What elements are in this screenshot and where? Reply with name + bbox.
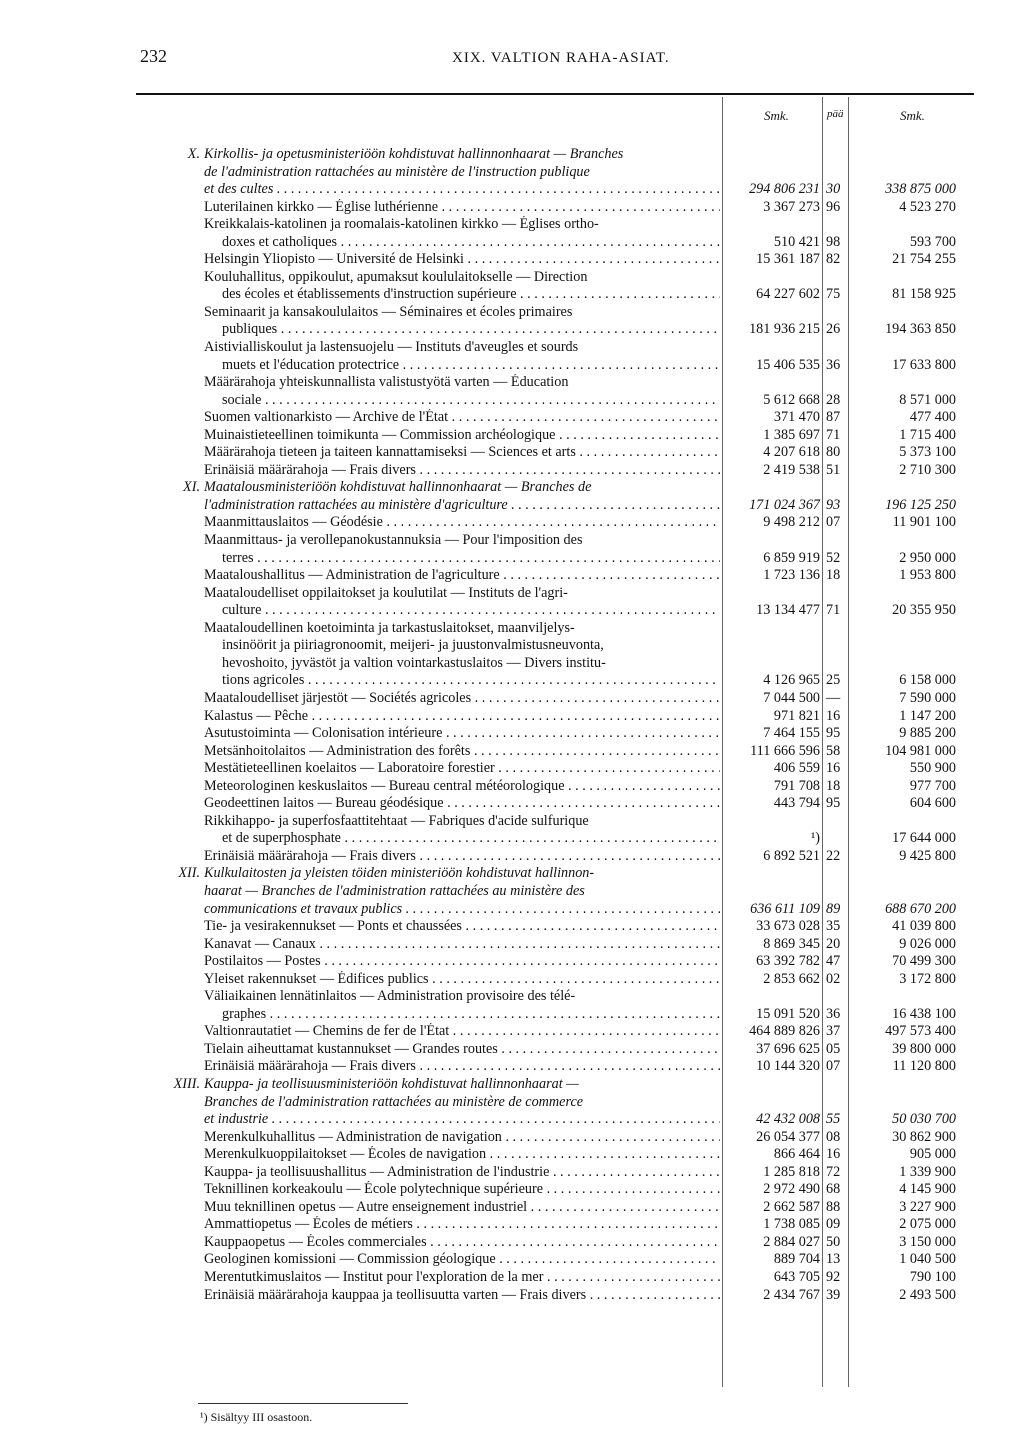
budget-markka: 21 754 255 — [892, 251, 956, 268]
table-row — [0, 1129, 1024, 1147]
table-row — [0, 444, 1024, 462]
budget-markka: 39 800 000 — [892, 1040, 956, 1057]
budget-markka: 30 862 900 — [892, 1128, 956, 1145]
budget-markka: 3 227 900 — [899, 1198, 956, 1215]
table-row — [0, 1234, 1024, 1252]
row-label: muets et l'éducation protectrice . . . — [222, 357, 720, 375]
row-label: Tie- ja vesirakennukset — Ponts et chaussées . . . — [204, 918, 720, 936]
table-row — [0, 164, 1024, 182]
table-row — [0, 427, 1024, 445]
budget-markka: 977 700 — [909, 777, 956, 794]
budget-markka: 17 633 800 — [892, 356, 956, 373]
table-row — [0, 690, 1024, 708]
actual-penni: 20 — [826, 935, 841, 952]
row-label: Muu teknillinen opetus — Autre enseignement industriel . . . — [204, 1199, 720, 1217]
footnote: ¹) Sisältyy III osastoon. — [200, 1410, 313, 1424]
budget-markka: 194 363 850 — [885, 321, 956, 338]
actual-markka: 42 432 008 — [756, 1111, 820, 1128]
actual-penni: 72 — [826, 1163, 841, 1180]
budget-markka: 2 710 300 — [899, 461, 956, 478]
actual-penni: 28 — [826, 391, 841, 408]
budget-markka: 9 026 000 — [899, 935, 956, 952]
budget-markka: 1 147 200 — [899, 707, 956, 724]
budget-markka: 1 040 500 — [899, 1251, 956, 1268]
row-label: de l'administration rattachées au ministère de l'instruction publique — [204, 163, 590, 180]
row-label: Mestätieteellinen koelaitos — Laboratoire forestier . . . — [204, 760, 720, 778]
page-header — [0, 46, 1024, 76]
table-row — [0, 462, 1024, 480]
row-label: Rikkihappo- ja superfosfaattitehtaat — Fabriques d'acide sulfurique — [204, 812, 589, 829]
actual-markka: 4 126 965 — [763, 672, 820, 689]
actual-markka: 5 612 668 — [763, 391, 820, 408]
budget-markka: 338 875 000 — [885, 181, 956, 198]
actual-penni: 88 — [826, 1198, 841, 1215]
actual-penni: 36 — [826, 1005, 841, 1022]
budget-markka: 70 499 300 — [892, 953, 956, 970]
actual-penni: 16 — [826, 1146, 841, 1163]
budget-markka: 497 573 400 — [885, 1023, 956, 1040]
actual-penni: 18 — [826, 777, 841, 794]
row-label: Tielain aiheuttamat kustannukset — Grandes routes . . . — [204, 1041, 720, 1059]
row-label: Metsänhoitolaitos — Administration des forêts . . . — [204, 743, 720, 761]
row-label: Määrärahoja tieteen ja taiteen kannattamiseksi — Sciences et arts . . . — [204, 444, 720, 462]
table-row — [0, 971, 1024, 989]
row-label: Määrärahoja yhteiskunnallista valistustyötä varten — Éducation — [204, 374, 569, 391]
budget-markka: 593 700 — [909, 233, 956, 250]
row-label: Aistivialliskoulut ja lastensuojelu — Instituts d'aveugles et sourds — [204, 339, 579, 356]
row-label: Maanmittauslaitos — Géodésie . . . — [204, 514, 720, 532]
row-label: Maataloushallitus — Administration de l'agriculture . . . — [204, 567, 720, 585]
table-row — [0, 725, 1024, 743]
actual-markka: 6 892 521 — [763, 847, 820, 864]
row-label: hevoshoito, jyvästöt ja valtion vointarkastuslaitos — Divers institu- — [222, 654, 606, 671]
actual-markka: 1 285 818 — [763, 1163, 820, 1180]
table-row — [0, 743, 1024, 761]
table-row — [0, 953, 1024, 971]
row-label: Meteorologinen keskuslaitos — Bureau central météorologique . . . — [204, 778, 720, 796]
actual-markka: 2 884 027 — [763, 1233, 820, 1250]
table-row — [0, 1216, 1024, 1234]
column-header-penni: pää — [827, 108, 844, 120]
table-row — [0, 251, 1024, 269]
table-row — [0, 1269, 1024, 1287]
budget-markka: 3 150 000 — [899, 1233, 956, 1250]
row-label: publiques . . . — [222, 321, 720, 339]
actual-penni: 82 — [826, 251, 841, 268]
actual-markka: 2 662 587 — [763, 1198, 820, 1215]
actual-markka: 6 859 919 — [763, 549, 820, 566]
row-label: Erinäisiä määrärahoja — Frais divers . . . — [204, 1058, 720, 1076]
actual-markka: 13 134 477 — [756, 602, 820, 619]
budget-markka: 17 644 000 — [892, 830, 956, 847]
budget-markka: 1 339 900 — [899, 1163, 956, 1180]
actual-markka: 2 419 538 — [763, 461, 820, 478]
actual-markka: 8 869 345 — [763, 935, 820, 952]
table-row — [0, 567, 1024, 585]
table-row — [0, 269, 1024, 287]
table-row — [0, 1058, 1024, 1076]
budget-markka: 9 885 200 — [899, 725, 956, 742]
actual-penni: 36 — [826, 356, 841, 373]
table-row — [0, 1076, 1024, 1094]
row-label: doxes et catholiques . . . — [222, 234, 720, 252]
budget-markka: 196 125 250 — [885, 496, 956, 513]
table-row — [0, 1164, 1024, 1182]
table-row — [0, 409, 1024, 427]
actual-markka: 111 666 596 — [750, 742, 820, 759]
row-label: insinöörit ja piiriagronoomit, meijeri- ja juustonvalmistusneuvonta, — [222, 637, 604, 654]
table-row — [0, 1199, 1024, 1217]
budget-markka: 790 100 — [909, 1269, 956, 1285]
actual-markka: 37 696 625 — [756, 1040, 820, 1057]
table-row — [0, 620, 1024, 638]
row-label: Helsingin Yliopisto — Université de Helsinki . . . — [204, 251, 720, 269]
actual-markka: 2 972 490 — [763, 1181, 820, 1198]
table-row — [0, 1041, 1024, 1059]
table-row — [0, 883, 1024, 901]
budget-markka: 11 901 100 — [892, 514, 956, 531]
row-label: Maatalousministeriöön kohdistuvat hallinnonhaarat — Branches de — [204, 479, 592, 496]
budget-markka: 550 900 — [909, 760, 956, 777]
table-row — [0, 532, 1024, 550]
row-label: Branches de l'administration rattachées au ministère de commerce — [204, 1093, 584, 1110]
footnote-rule — [198, 1403, 408, 1404]
row-label: Suomen valtionarkisto — Archive de l'État . . . — [204, 409, 720, 427]
running-title: XIX. VALTION RAHA-ASIAT. — [452, 50, 670, 66]
actual-markka: 15 406 535 — [756, 356, 820, 373]
budget-markka: 7 590 000 — [899, 689, 956, 706]
actual-penni: 09 — [826, 1216, 841, 1233]
table-row — [0, 234, 1024, 252]
row-label: Kirkollis- ja opetusministeriöön kohdistuvat hallinnonhaarat — Branches — [204, 146, 624, 162]
actual-penni: 52 — [826, 549, 841, 566]
row-label: Maataloudelliset oppilaitokset ja koulutilat — Instituts de l'agri- — [204, 584, 568, 601]
actual-penni: 30 — [826, 181, 841, 198]
budget-markka: 1 715 400 — [899, 426, 956, 443]
row-label: Merentutkimuslaitos — Institut pour l'exploration de la mer . . . — [204, 1269, 720, 1287]
row-label: l'administration rattachées au ministère d'agriculture . . . — [204, 497, 720, 515]
table-row — [0, 760, 1024, 778]
row-label: culture . . . — [222, 602, 720, 620]
actual-markka: 294 806 231 — [749, 181, 820, 198]
budget-table — [0, 146, 1024, 1304]
actual-markka: 2 853 662 — [763, 970, 820, 987]
budget-markka: 1 953 800 — [899, 567, 956, 584]
row-label: terres . . . — [222, 550, 720, 568]
row-label: et des cultes . . . — [204, 181, 720, 199]
actual-penni: 51 — [826, 461, 841, 478]
actual-markka: 443 794 — [773, 795, 820, 812]
budget-markka: 2 950 000 — [899, 549, 956, 566]
budget-markka: 3 172 800 — [899, 970, 956, 987]
actual-penni: 08 — [826, 1128, 841, 1145]
table-row — [0, 778, 1024, 796]
table-row — [0, 1023, 1024, 1041]
table-row — [0, 585, 1024, 603]
actual-penni: 25 — [826, 672, 841, 689]
budget-markka: 4 523 270 — [899, 198, 956, 215]
table-row — [0, 321, 1024, 339]
actual-penni: 95 — [826, 725, 841, 742]
table-row — [0, 637, 1024, 655]
actual-markka: 10 144 320 — [756, 1058, 820, 1075]
row-label: Merenkulkuhallitus — Administration de navigation . . . — [204, 1129, 720, 1147]
row-label: Teknillinen korkeakoulu — École polytechnique supérieure . . . — [204, 1181, 720, 1199]
budget-markka: 16 438 100 — [892, 1005, 956, 1022]
table-row — [0, 357, 1024, 375]
row-label: Kalastus — Pêche . . . — [204, 708, 720, 726]
row-label: Erinäisiä määrärahoja — Frais divers . . . — [204, 462, 720, 480]
actual-markka: 1 738 085 — [763, 1216, 820, 1233]
table-row — [0, 988, 1024, 1006]
section-number: XI. — [183, 479, 200, 496]
actual-markka: 181 936 215 — [749, 321, 820, 338]
row-label: Kanavat — Canaux . . . — [204, 936, 720, 954]
row-label: Luterilainen kirkko — Église luthérienne . . . — [204, 199, 720, 217]
row-label: haarat — Branches de l'administration rattachées au ministère des — [204, 882, 585, 899]
row-label: Ammattiopetus — Écoles de métiers . . . — [204, 1216, 720, 1234]
table-row — [0, 339, 1024, 357]
table-row — [0, 514, 1024, 532]
actual-markka: 4 207 618 — [763, 444, 820, 461]
actual-markka: 7 464 155 — [763, 725, 820, 742]
row-label: tions agricoles . . . — [222, 672, 720, 690]
actual-penni: 50 — [826, 1233, 841, 1250]
budget-markka: 5 373 100 — [899, 444, 956, 461]
actual-markka: ¹) — [811, 830, 820, 847]
actual-markka: 971 821 — [773, 707, 820, 724]
row-label: Postilaitos — Postes . . . — [204, 953, 720, 971]
actual-penni: 37 — [826, 1023, 841, 1040]
actual-penni: 47 — [826, 953, 841, 970]
row-label: et industrie . . . — [204, 1111, 720, 1129]
actual-penni: 16 — [826, 707, 841, 724]
row-label: Väliaikainen lennätinlaitos — Administration provisoire des télé- — [204, 988, 576, 1005]
actual-markka: 15 091 520 — [756, 1005, 820, 1022]
actual-penni: 35 — [826, 918, 841, 935]
actual-penni: 92 — [826, 1269, 841, 1285]
actual-markka: 464 889 826 — [749, 1023, 820, 1040]
row-label: Geodeettinen laitos — Bureau géodésique . . . — [204, 795, 720, 813]
actual-penni: 13 — [826, 1251, 841, 1268]
table-row — [0, 795, 1024, 813]
row-label: Kauppa- ja teollisuusministeriöön kohdistuvat hallinnonhaarat — — [204, 1075, 579, 1092]
actual-penni: 07 — [826, 514, 841, 531]
table-row — [0, 1006, 1024, 1024]
actual-penni: 71 — [826, 602, 841, 619]
table-row — [0, 1251, 1024, 1269]
table-row — [0, 672, 1024, 690]
row-label: graphes . . . — [222, 1006, 720, 1024]
row-label: Kauppaopetus — Écoles commerciales . . . — [204, 1234, 720, 1252]
actual-penni: 71 — [826, 426, 841, 443]
actual-penni: 87 — [826, 409, 841, 426]
actual-markka: 406 559 — [773, 760, 820, 777]
budget-markka: 4 145 900 — [899, 1181, 956, 1198]
section-number: X. — [187, 146, 200, 162]
column-header-markka-2: Smk. — [900, 108, 925, 123]
actual-markka: 63 392 782 — [756, 953, 820, 970]
table-row — [0, 1094, 1024, 1112]
row-label: des écoles et établissements d'instruction supérieure . . . — [222, 286, 720, 304]
budget-markka: 905 000 — [909, 1146, 956, 1163]
actual-penni: 26 — [826, 321, 841, 338]
table-row — [0, 830, 1024, 848]
table-row — [0, 848, 1024, 866]
row-label: sociale . . . — [222, 392, 720, 410]
actual-markka: 510 421 — [773, 233, 820, 250]
actual-markka: 33 673 028 — [756, 918, 820, 935]
actual-markka: 15 361 187 — [756, 251, 820, 268]
actual-markka: 7 044 500 — [763, 689, 820, 706]
table-row — [0, 602, 1024, 620]
row-label: Kulkulaitosten ja yleisten töiden ministeriöön kohdistuvat hallinnon- — [204, 865, 595, 882]
budget-markka: 50 030 700 — [892, 1111, 956, 1128]
actual-markka: 643 705 — [773, 1269, 820, 1285]
budget-markka: 2 493 500 — [899, 1286, 956, 1303]
actual-penni: 75 — [826, 286, 841, 303]
column-header-markka: Smk. — [764, 108, 789, 123]
row-label: Kouluhallitus, oppikoulut, apumaksut koululaitokselle — Direction — [204, 268, 588, 285]
table-row — [0, 918, 1024, 936]
actual-penni: 58 — [826, 742, 841, 759]
row-label: Valtionrautatiet — Chemins de fer de l'État . . . — [204, 1023, 720, 1041]
budget-markka: 11 120 800 — [892, 1058, 956, 1075]
budget-markka: 6 158 000 — [899, 672, 956, 689]
budget-markka: 604 600 — [909, 795, 956, 812]
actual-penni: — — [826, 689, 841, 706]
budget-markka: 477 400 — [909, 409, 956, 426]
table-row — [0, 199, 1024, 217]
row-label: Yleiset rakennukset — Édifices publics . . . — [204, 971, 720, 989]
actual-markka: 371 470 — [773, 409, 820, 426]
table-row — [0, 1181, 1024, 1199]
row-label: Seminaarit ja kansakoululaitos — Séminaires et écoles primaires — [204, 303, 573, 320]
budget-markka: 41 039 800 — [892, 918, 956, 935]
budget-markka: 8 571 000 — [899, 391, 956, 408]
actual-penni: 07 — [826, 1058, 841, 1075]
table-row — [0, 146, 1024, 164]
table-row — [0, 497, 1024, 515]
actual-penni: 80 — [826, 444, 841, 461]
table-row — [0, 550, 1024, 568]
table-row — [0, 392, 1024, 410]
budget-markka: 9 425 800 — [899, 847, 956, 864]
actual-penni: 05 — [826, 1040, 841, 1057]
table-row — [0, 1111, 1024, 1129]
row-label: et de superphosphate . . . — [222, 830, 720, 848]
budget-markka: 2 075 000 — [899, 1216, 956, 1233]
actual-markka: 636 611 109 — [750, 900, 820, 917]
row-label: Kreikkalais-katolinen ja roomalais-katolinen kirkko — Églises ortho- — [204, 216, 599, 233]
table-row — [0, 1287, 1024, 1305]
row-label: Maataloudelliset järjestöt — Sociétés agricoles . . . — [204, 690, 720, 708]
header-rule — [136, 93, 974, 95]
table-row — [0, 286, 1024, 304]
actual-penni: 02 — [826, 970, 841, 987]
actual-penni: 98 — [826, 233, 841, 250]
row-label: Maanmittaus- ja verollepanokustannuksia — Pour l'imposition des — [204, 532, 583, 549]
actual-markka: 9 498 212 — [763, 514, 820, 531]
actual-markka: 889 704 — [773, 1251, 820, 1268]
section-number: XIII. — [173, 1075, 200, 1092]
row-label: Merenkulkuoppilaitokset — Écoles de navigation . . . — [204, 1146, 720, 1164]
actual-markka: 1 385 697 — [763, 426, 820, 443]
table-row — [0, 304, 1024, 322]
row-label: Geologinen komissioni — Commission géologique . . . — [204, 1251, 720, 1269]
page-number: 232 — [140, 46, 167, 66]
row-label: Kauppa- ja teollisuushallitus — Administration de l'industrie . . . — [204, 1164, 720, 1182]
budget-markka: 688 670 200 — [885, 900, 956, 917]
actual-penni: 55 — [826, 1111, 841, 1128]
actual-penni: 18 — [826, 567, 841, 584]
actual-penni: 93 — [826, 496, 841, 513]
budget-markka: 104 981 000 — [885, 742, 956, 759]
actual-penni: 95 — [826, 795, 841, 812]
table-row — [0, 374, 1024, 392]
table-row — [0, 936, 1024, 954]
actual-penni: 39 — [826, 1286, 841, 1303]
table-row — [0, 865, 1024, 883]
budget-markka: 20 355 950 — [892, 602, 956, 619]
actual-penni: 68 — [826, 1181, 841, 1198]
actual-penni: 16 — [826, 760, 841, 777]
actual-penni: 89 — [826, 900, 841, 917]
actual-markka: 1 723 136 — [763, 567, 820, 584]
budget-markka: 81 158 925 — [892, 286, 956, 303]
actual-markka: 791 708 — [773, 777, 820, 794]
row-label: Erinäisiä määrärahoja — Frais divers . . . — [204, 848, 720, 866]
row-label: Erinäisiä määrärahoja kauppaa ja teollisuutta varten — Frais divers . . . — [204, 1287, 720, 1305]
table-row — [0, 655, 1024, 673]
table-row — [0, 1146, 1024, 1164]
actual-markka: 3 367 273 — [763, 198, 820, 215]
row-label: Maataloudellinen koetoiminta ja tarkastuslaitokset, maanviljelys- — [204, 619, 575, 636]
table-row — [0, 813, 1024, 831]
table-row — [0, 708, 1024, 726]
actual-penni: 96 — [826, 198, 841, 215]
actual-markka: 26 054 377 — [756, 1128, 820, 1145]
table-row — [0, 479, 1024, 497]
row-label: Asutustoiminta — Colonisation intérieure . . . — [204, 725, 720, 743]
section-number: XII. — [178, 865, 200, 882]
actual-penni: 22 — [826, 847, 841, 864]
table-row — [0, 901, 1024, 919]
table-row — [0, 216, 1024, 234]
row-label: communications et travaux publics . . . — [204, 901, 720, 919]
actual-markka: 2 434 767 — [763, 1286, 820, 1303]
actual-markka: 866 464 — [773, 1146, 820, 1163]
table-row — [0, 181, 1024, 199]
actual-markka: 64 227 602 — [756, 286, 820, 303]
actual-markka: 171 024 367 — [749, 496, 820, 513]
row-label: Muinaistieteellinen toimikunta — Commission archéologique . . . — [204, 427, 720, 445]
